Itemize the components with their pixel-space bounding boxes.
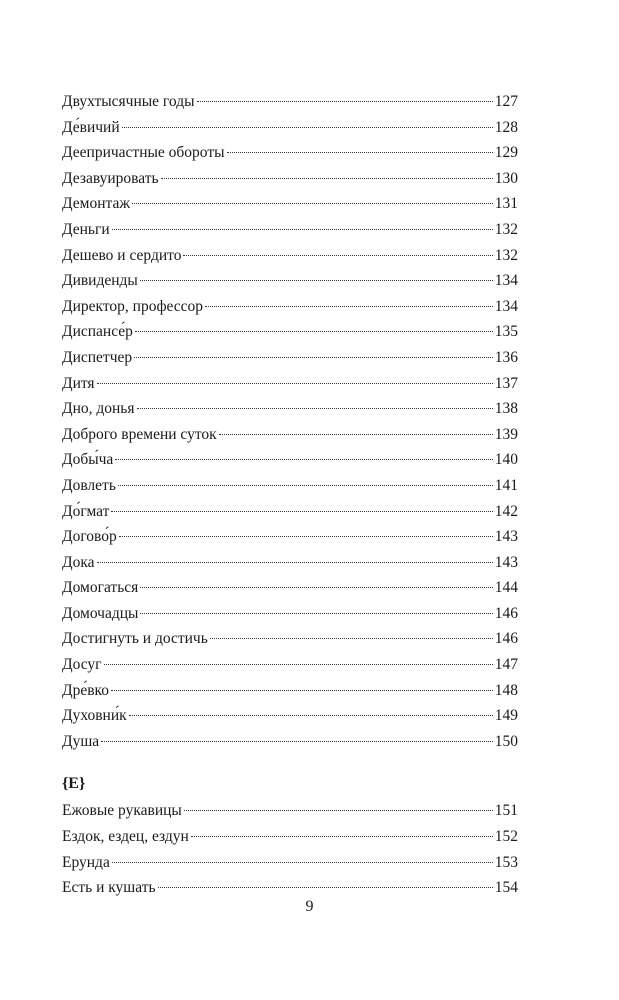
toc-entry: [62, 140, 518, 166]
toc-entry: [62, 191, 518, 217]
toc-entry: [62, 294, 518, 320]
page-number: 9: [305, 898, 314, 915]
toc-entry: [62, 524, 518, 550]
toc-entry: [62, 550, 518, 576]
dot-leader: [219, 434, 493, 435]
toc-entry-page: 132: [494, 220, 518, 238]
toc-entry-page: 134: [494, 297, 518, 315]
toc-entry-page: 131: [494, 195, 518, 213]
toc-entry-page: 127: [494, 93, 518, 110]
toc-entry-title: Домогаться: [62, 579, 139, 597]
toc-list-d: [62, 89, 518, 754]
toc-entry-title: Духовни́к: [62, 707, 127, 725]
dot-leader: [191, 836, 493, 837]
toc-entry-page: 150: [494, 732, 518, 750]
toc-entry-page: 151: [494, 802, 518, 820]
toc-entry-page: 141: [494, 476, 518, 494]
dot-leader: [184, 810, 493, 811]
toc-entry-page: 140: [494, 451, 518, 469]
toc-entry-page: 148: [494, 681, 518, 699]
toc-entry: [62, 422, 518, 448]
toc-entry: [62, 824, 518, 850]
toc-entry: [62, 319, 518, 345]
toc-entry-title: Душа: [62, 732, 100, 750]
toc-entry-title: Досуг: [62, 656, 102, 674]
dot-leader: [183, 255, 492, 256]
toc-entry: [62, 626, 518, 652]
toc-entry-title: Добы́ча: [62, 451, 114, 469]
toc-entry-page: 137: [494, 374, 518, 392]
dot-leader: [205, 306, 493, 307]
toc-entry: [62, 473, 518, 499]
toc-list-e: [62, 798, 518, 900]
toc-entry-title: Двухтысячные годы: [62, 93, 195, 110]
dot-leader: [161, 178, 493, 179]
toc-entry-title: Директор, профессор: [62, 297, 204, 315]
toc-entry-title: Дитя: [62, 374, 95, 392]
toc-entry: [62, 729, 518, 755]
toc-entry: [62, 798, 518, 824]
dot-leader: [111, 690, 493, 691]
toc-entry-title: Деепричастные обороты: [62, 144, 225, 162]
dot-leader: [97, 562, 493, 563]
dot-leader: [140, 613, 492, 614]
toc-entry-title: Догово́р: [62, 528, 117, 546]
toc-entry: [62, 875, 518, 901]
toc-entry: [62, 115, 518, 141]
toc-entry: [62, 345, 518, 371]
toc-entry: [62, 89, 518, 115]
toc-entry-page: 139: [494, 425, 518, 443]
dot-leader: [101, 741, 493, 742]
toc-entry: [62, 499, 518, 525]
dot-leader: [140, 280, 493, 281]
dot-leader: [112, 862, 493, 863]
dot-leader: [97, 383, 493, 384]
toc-entry-page: 154: [494, 879, 518, 897]
section-heading-e: {Е}: [62, 775, 86, 793]
toc-entry-title: Демонтаж: [62, 195, 131, 213]
toc-entry-title: До́гмат: [62, 502, 110, 520]
dot-leader: [119, 536, 493, 537]
toc-entry-title: Дивиденды: [62, 272, 138, 290]
toc-entry-page: 146: [494, 604, 518, 622]
toc-entry-title: Дно, донья: [62, 400, 135, 418]
toc-entry-title: Деньги: [62, 220, 110, 238]
dot-leader: [129, 715, 493, 716]
toc-entry: [62, 243, 518, 269]
dot-leader: [132, 203, 493, 204]
toc-entry: [62, 850, 518, 876]
toc-entry-title: Де́вичий: [62, 118, 120, 136]
toc-entry-page: 142: [494, 502, 518, 520]
toc-entry-title: Ежовые рукавицы: [62, 802, 182, 820]
dot-leader: [134, 357, 493, 358]
toc-entry: [62, 678, 518, 704]
toc-entry-title: Диспансе́р: [62, 323, 133, 341]
dot-leader: [140, 587, 492, 588]
toc-entry-page: 130: [494, 169, 518, 187]
toc-entry: [62, 166, 518, 192]
dot-leader: [122, 127, 493, 128]
toc-entry-page: 144: [494, 579, 518, 597]
toc-entry-page: 152: [494, 828, 518, 846]
toc-entry-page: 134: [494, 272, 518, 290]
dot-leader: [137, 408, 493, 409]
toc-entry-title: Домочадцы: [62, 604, 139, 622]
toc-entry-page: 132: [494, 246, 518, 264]
dot-leader: [115, 459, 492, 460]
toc-entry-page: 129: [494, 144, 518, 162]
toc-entry: [62, 652, 518, 678]
toc-entry-title: Достигнуть и достичь: [62, 630, 208, 648]
toc-entry-page: 143: [494, 553, 518, 571]
dot-leader: [104, 664, 493, 665]
toc-entry-title: Есть и кушать: [62, 879, 156, 897]
toc-entry-page: 138: [494, 400, 518, 418]
toc-entry: [62, 268, 518, 294]
toc-entry-page: 135: [494, 323, 518, 341]
toc-entry-page: 128: [494, 118, 518, 136]
dot-leader: [197, 101, 493, 102]
toc-entry-title: Доброго времени суток: [62, 425, 217, 443]
dot-leader: [135, 331, 493, 332]
dot-leader: [112, 229, 493, 230]
toc-entry-page: 136: [494, 348, 518, 366]
toc-entry-title: Диспетчер: [62, 348, 133, 366]
toc-entry: [62, 575, 518, 601]
toc-entry: [62, 703, 518, 729]
toc-entry-page: 147: [494, 656, 518, 674]
toc-entry: [62, 217, 518, 243]
dot-leader: [227, 152, 493, 153]
dot-leader: [111, 511, 492, 512]
dot-leader: [158, 887, 493, 888]
toc-entry-page: 153: [494, 853, 518, 871]
toc-entry: [62, 601, 518, 627]
toc-entry-title: Ерунда: [62, 853, 110, 871]
toc-entry-title: Дешево и сердито: [62, 246, 182, 264]
dot-leader: [210, 638, 493, 639]
toc-entry-title: Ездок, ездец, ездун: [62, 828, 189, 846]
toc-entry-title: Довлеть: [62, 476, 116, 494]
toc-entry-page: 146: [494, 630, 518, 648]
toc-entry: [62, 396, 518, 422]
toc-entry: [62, 447, 518, 473]
table-of-contents: [62, 89, 518, 901]
dot-leader: [118, 485, 493, 486]
toc-entry-title: Дре́вко: [62, 681, 110, 699]
toc-entry-title: Дезавуировать: [62, 169, 159, 187]
toc-entry-title: Дока: [62, 553, 95, 571]
toc-entry-page: 143: [494, 528, 518, 546]
toc-entry-page: 149: [494, 707, 518, 725]
toc-entry: [62, 371, 518, 397]
